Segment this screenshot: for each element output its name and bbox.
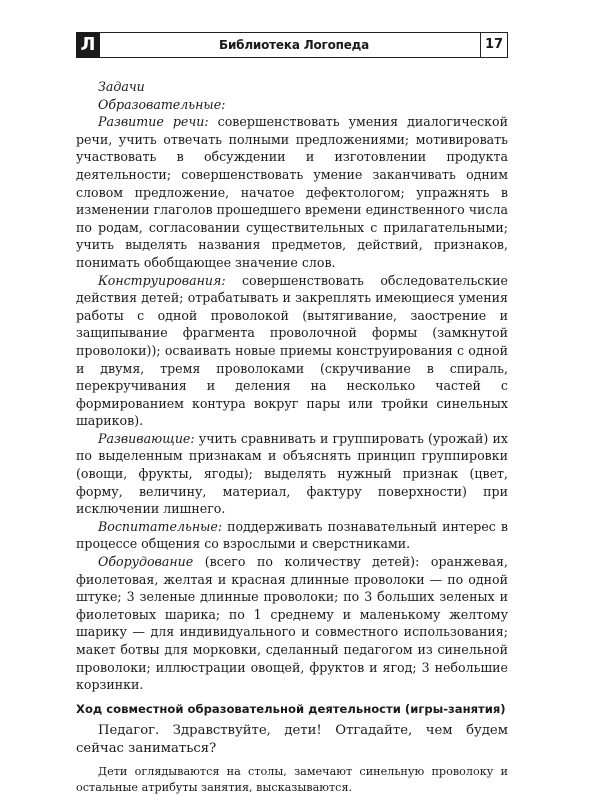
construction-text: совершенствовать обследовательские действия детей; отрабатывать и закреплять имеющиеся умения работы с одной проволокой (вытягивание, заострение и защипывание фрагмента проволочной формы (замкнутой проволоки)); осваивать новые приемы конструирования с одной и двумя, тремя проволоками (скручивание в спираль, перекручивания и деления на несколько частей с формированием контура вокруг пары или тройки синельных шариков). (76, 272, 508, 429)
speech-development-text: совершенствовать умения диалогической речи, учить отвечать полными предложениями; мотивировать участвовать в обсуждении и изготовлении продукта деятельности; совершенствовать умение заканчивать одним словом предложение, начатое дефектологом; упражнять в изменении глаголов прошедшего времени единственного числа по родам, согласовании существительных с прилагательными; учить выделять названия предметов, действий, признаков, понимать обобщающее значение слов. (76, 114, 508, 270)
equipment-paragraph (76, 553, 508, 694)
developing-lead: Развивающие: (98, 430, 195, 446)
teacher-speech: Педагог. Здравствуйте, дети! Отгадайте, чем будем сейчас заниматься? (76, 722, 508, 756)
equipment-lead: Оборудование (98, 554, 194, 570)
children-remark: Дети оглядываются на столы, замечают синельную проволоку и остальные атрибуты занятия, высказываются. (76, 764, 508, 794)
developing-paragraph (76, 430, 508, 518)
speech-development-paragraph (76, 113, 508, 271)
page-body (76, 78, 508, 796)
series-logo: Л (76, 32, 100, 58)
equipment-text: (всего по количеству детей): оранжевая, фиолетовая, желтая и красная длинные проволоки — по одной штуке; 3 зеленые длинные проволоки; по 3 больших зеленых и фиолетовых шарика; по 1 среднему и маленькому желтому шарику — для индивидуального и совместного использования; макет ботвы для морковки, сделанный педагогом из синельной проволоки; иллюстрации овощей, фруктов и ягод; 3 небольшие корзинки. (76, 554, 508, 693)
section-title: Ход совместной образовательной деятельности (игры-занятия) (76, 701, 506, 716)
speech-development-lead: Развитие речи: (98, 114, 209, 130)
tasks-heading: Задачи (98, 79, 145, 94)
upbringing-text: поддерживать познавательный интерес в процессе общения со взрослыми и сверстниками. (76, 518, 508, 552)
developing-text: учить сравнивать и группировать (урожай) их по выделенным признакам и объяснять принцип группировки (овощи, фрукты, ягоды); выделять нужный признак (цвет, форму, величину, материал, фактуру поверхности) при исключении лишнего. (76, 430, 508, 517)
series-title: Библиотека Логопеда (219, 38, 370, 52)
construction-paragraph (76, 272, 508, 430)
upbringing-paragraph (76, 518, 508, 553)
page-number: 17 (484, 37, 504, 52)
educational-heading: Образовательные: (98, 96, 226, 112)
running-header (76, 32, 508, 58)
construction-lead: Конструирования: (98, 272, 226, 288)
upbringing-lead: Воспитательные: (98, 518, 223, 534)
